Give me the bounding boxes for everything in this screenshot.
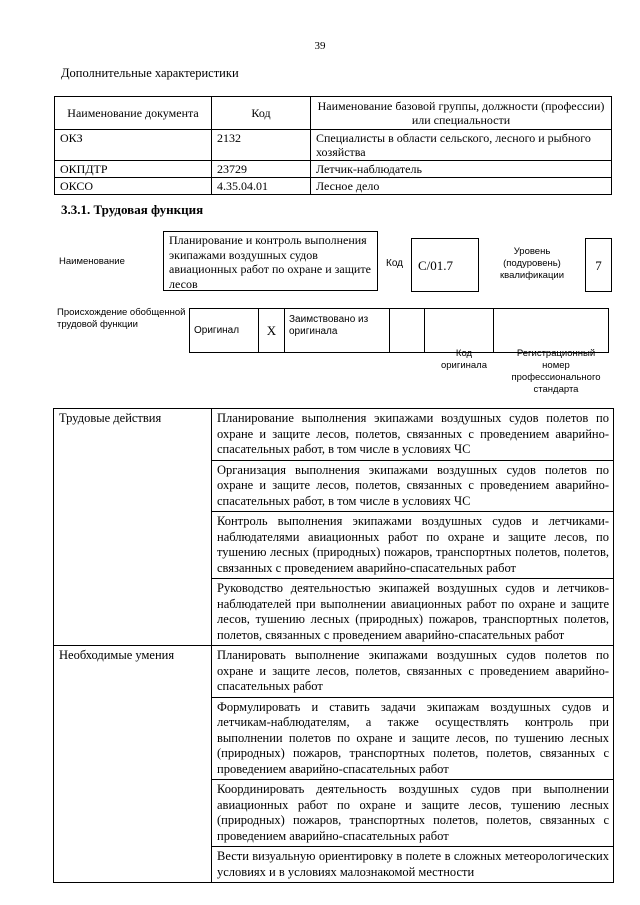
code-original-cell	[425, 309, 494, 353]
list-item: Формулировать и ставить задачи экипажам воздушных судов и летчикам-наблюдателям, а также осуществлять контроль при выполнении полетов по охране и защите лесов, по тушению лесных (природных) пожаров, транспортных полетов, полетов, связанных с проведением аварийно-спасательных работ	[212, 697, 614, 780]
header-code: Код	[212, 97, 311, 130]
name-label: Наименование	[59, 256, 125, 267]
list-item: Вести визуальную ориентировку в полете в сложных метеорологических условиях и в условиях малознакомой местности	[212, 847, 614, 883]
reg-number-label: Регистрационный номер профессионального стандарта	[511, 348, 601, 395]
row-name: Специалисты в области сельского, лесного и рыбного хозяйства	[311, 130, 612, 161]
additional-characteristics-title: Дополнительные характеристики	[61, 66, 239, 80]
original-label: Оригинал	[190, 309, 259, 353]
category-required-skills: Необходимые умения	[54, 646, 212, 883]
section-title: 3.3.1. Трудовая функция	[61, 202, 204, 217]
row-doc: ОКЗ	[55, 130, 212, 161]
list-item: Планировать выполнение экипажами воздушных судов полетов по охране и защите лесов, полетов, связанных с проведением аварийно-спасательных работ	[212, 646, 614, 698]
table-row	[55, 161, 612, 178]
row-code: 2132	[212, 130, 311, 161]
table-row	[55, 178, 612, 195]
code-original-label: Код оригинала	[440, 348, 487, 371]
code-value-box: С/01.7	[411, 238, 479, 292]
origin-table	[189, 308, 609, 353]
row-code: 4.35.04.01	[212, 178, 311, 195]
table-row	[54, 409, 614, 461]
list-item: Контроль выполнения экипажами воздушных судов и летчиками-наблюдателями авиационных работ по охране и защите лесов, по тушению лесных (природных) пожаров, транспортных полетов, полетов, связанных с проведением аварийно-спасательных работ	[212, 512, 614, 579]
classification-table	[54, 96, 612, 195]
function-details-table	[53, 408, 614, 883]
page-number: 39	[314, 40, 326, 52]
qualification-level-value: 7	[585, 238, 612, 292]
original-mark: Х	[259, 309, 285, 353]
code-label: Код	[386, 258, 404, 269]
header-name: Наименование базовой группы, должности (профессии) или специальности	[311, 97, 612, 130]
origin-label: Происхождение обобщенной трудовой функции	[57, 307, 186, 330]
reg-number-cell	[494, 309, 609, 353]
row-name: Летчик-наблюдатель	[311, 161, 612, 178]
row-name: Лесное дело	[311, 178, 612, 195]
qualification-level-label: Уровень (подуровень) квалификации	[499, 246, 565, 281]
row-doc: ОКПДТР	[55, 161, 212, 178]
table-row	[54, 646, 614, 698]
list-item: Руководство деятельностью экипажей воздушных судов и летчиков-наблюдателей при выполнении авиационных работ по охране и защите лесов, тушению лесных (природных) пожаров, транспортных полетов, полетов, связанных с проведением аварийно-спасательных работ	[212, 579, 614, 646]
list-item: Планирование выполнения экипажами воздушных судов полетов по охране и защите лесов, полетов, связанных с проведением аварийно-спасательных работ, в том числе в условиях ЧС	[212, 409, 614, 461]
row-doc: ОКСО	[55, 178, 212, 195]
table-row	[55, 130, 612, 161]
row-code: 23729	[212, 161, 311, 178]
list-item: Организация выполнения экипажами воздушных судов полетов по охране и защите лесов, полетов, связанных с проведением аварийно-спасательных работ, в том числе в условиях ЧС	[212, 460, 614, 512]
category-labor-actions: Трудовые действия	[54, 409, 212, 646]
blank-cell	[390, 309, 425, 353]
table-header-row	[55, 97, 612, 130]
list-item: Координировать деятельность воздушных судов при выполнении авиационных работ по охране и защите лесов, тушению лесных (природных) пожаров, транспортных полетов, полетов, связанных с проведением аварийно-спасательных работ	[212, 780, 614, 847]
header-doc: Наименование документа	[55, 97, 212, 130]
borrowed-label: Заимствовано из оригинала	[285, 309, 390, 353]
function-name-box: Планирование и контроль выполнения экипажами воздушных судов авиационных работ по охране и защите лесов	[163, 231, 378, 291]
